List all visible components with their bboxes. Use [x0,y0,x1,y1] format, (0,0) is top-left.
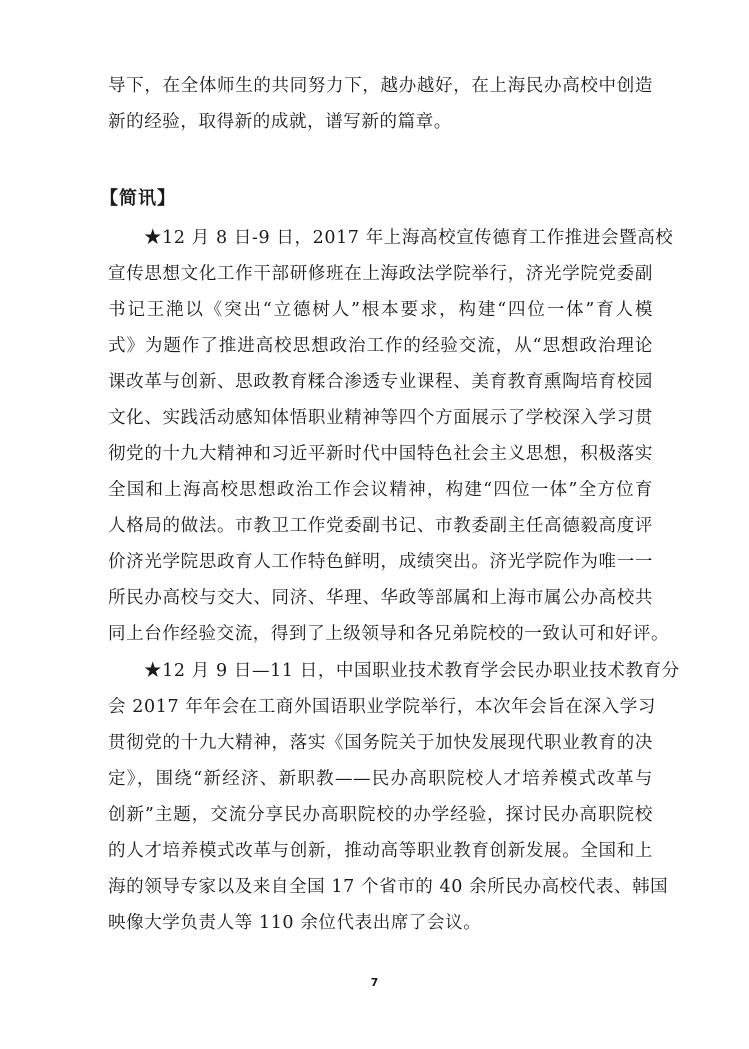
text-line: ★12 月 9 日—11 日，中国职业技术教育学会民办职业技术教育分 [144,661,680,681]
text-line: 宣传思想文化工作干部研修班在上海政法学院举行，济光学院党委副 [108,264,653,284]
text-line: 式》为题作了推进高校思想政治工作的经验交流，从“思想政治理论 [108,336,653,356]
text-line: 书记王滟以《突出“立德树人”根本要求，构建“四位一体”育人模 [108,300,653,320]
text-line: 贯彻党的十九大精神，落实《国务院关于加快发展现代职业教育的决 [108,733,653,753]
section-heading: 【简讯】 [100,188,176,209]
news-item-1 [108,220,674,652]
text-line: 文化、实践活动感知体悟职业精神等四个方面展示了学校深入学习贯 [108,408,653,428]
text-line: 人格局的做法。市教卫工作党委副书记、市教委副主任高德毅高度评 [108,516,653,536]
text-line: 新的经验，取得新的成就，谱写新的篇章。 [108,112,452,132]
text-line: 定》，围绕“新经济、新职教——民办高职院校人才培养模式改革与 [108,769,653,789]
page-number: 7 [370,976,379,989]
news-item-2 [108,653,680,941]
text-line: 价济光学院思政育人工作特色鲜明，成绩突出。济光学院作为唯一一 [108,552,653,572]
text-line: 的人才培养模式改革与创新，推动高等职业教育创新发展。全国和上 [108,841,653,861]
text-line: 创新”主题，交流分享民办高职院校的办学经验，探讨民办高职院校 [108,805,653,825]
text-line: 映像大学负责人等 110 余位代表出席了会议。 [108,913,482,933]
intro-paragraph [108,68,653,140]
text-line: 全国和上海高校思想政治工作会议精神，构建“四位一体”全方位育 [108,480,653,500]
text-line: 同上台作经验交流，得到了上级领导和各兄弟院校的一致认可和好评。 [108,624,670,644]
text-line: 所民办高校与交大、同济、华理、华政等部属和上海市属公办高校共 [108,588,653,608]
text-line: ★12 月 8 日-9 日，2017 年上海高校宣传德育工作推进会暨高校 [144,228,674,248]
text-line: 导下，在全体师生的共同努力下，越办越好，在上海民办高校中创造 [108,76,653,96]
text-line: 彻党的十九大精神和习近平新时代中国特色社会主义思想，积极落实 [108,444,653,464]
text-line: 会 2017 年年会在工商外国语职业学院举行，本次年会旨在深入学习 [108,697,656,717]
text-line: 海的领导专家以及来自全国 17 个省市的 40 余所民办高校代表、韩国 [108,877,669,897]
text-line: 课改革与创新、思政教育糅合渗透专业课程、美育教育熏陶培育校园 [108,372,653,392]
